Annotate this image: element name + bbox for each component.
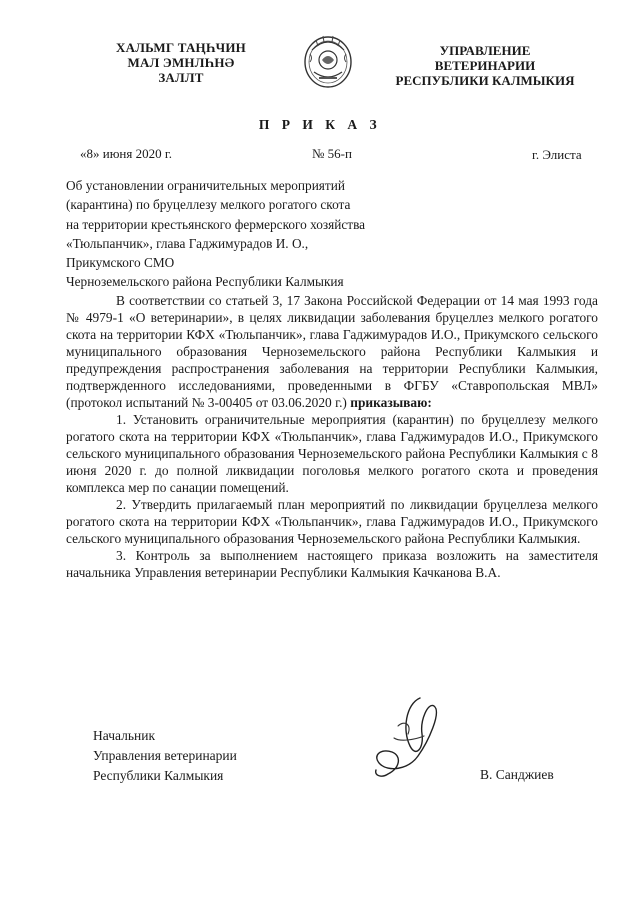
header-right-line: РЕСПУБЛИКИ КАЛМЫКИЯ (395, 73, 575, 88)
order-item: 1. Установить ограничительные мероприятия (карантин) по бруцеллезу мелкого рогатого скота на территории КФХ «Тюльпанчик», глава Гаджимурадов И.О., Прикумского сельского муниципального образования Черноземельского района Республики Калмыкия с 8 июня 2020 г. до полной ликвидации поголовья мелкого рогатого скота и проведения комплекса мер по санации помещений. (66, 412, 598, 495)
order-word: приказываю: (350, 395, 432, 410)
subject-line: на территории крестьянского фермерского хозяйства (66, 216, 366, 232)
subject-line: Прикумского СМО (66, 255, 175, 271)
intro-paragraph (66, 292, 598, 411)
document-city: г. Элиста (532, 147, 582, 162)
position-line: Республики Калмыкия (93, 768, 224, 783)
document-body (66, 292, 598, 581)
document-date: «8» июня 2020 г. (80, 146, 172, 161)
document-number: № 56-п (312, 146, 352, 161)
handwritten-signature (358, 690, 458, 785)
subject-line: Черноземельского района Республики Калмыкия (66, 274, 344, 290)
document-title: П Р И К А З (258, 117, 382, 132)
intro-text: В соответствии со статьей 3, 17 Закона Российской Федерации от 14 мая 1993 года № 4979-1 «О ветеринарии», в целях ликвидации заболевания бруцеллез мелкого рогатого скота на территории КФХ «Тюльпанчик», глава Гаджимурадов И.О., Прикумского сельского муниципального образования Черноземельского района Республики Калмыкия и предупреждения распространения заболевания на территории Республики Калмыкия, подтвержденного исследованиями, проведенными в ФГБУ «Ставропольская МВЛ» (протокол испытаний № 3-00405 от 03.06.2020 г.) (66, 293, 598, 410)
subject-line: (карантина) по бруцеллезу мелкого рогатого скота (66, 197, 351, 213)
header-left-line: МАЛ ЭМНЛҺНӘ (127, 55, 235, 70)
position-line: Начальник (93, 728, 156, 743)
coat-of-arms-icon (302, 32, 354, 90)
order-item: 2. Утвердить прилагаемый план мероприятий по ликвидации бруцеллеза мелкого рогатого скота на территории КФХ «Тюльпанчик», глава Гаджимурадов И.О., Прикумского сельского муниципального образования Черноземельского района Республики Калмыкия. (66, 497, 598, 546)
header-right-line: УПРАВЛЕНИЕ (439, 43, 531, 58)
order-item: 3. Контроль за выполнением настоящего приказа возложить на заместителя начальника Управления ветеринарии Республики Калмыкия Качканова В.А. (66, 548, 598, 580)
header-russian-title (390, 43, 580, 88)
header-left-line: ЗАЛЛТ (158, 70, 204, 85)
subject-line: Об установлении ограничительных мероприятий (66, 178, 345, 193)
subject-line: «Тюльпанчик», глава Гаджимурадов И. О., (66, 235, 309, 251)
signatory-name: В. Санджиев (480, 767, 554, 782)
header-right-line: ВЕТЕРИНАРИИ (434, 58, 536, 73)
document-subject (66, 176, 426, 292)
header-left-line: ХАЛЬМГ ТАҢҺЧИН (116, 40, 246, 55)
header-kalmyk-title (96, 40, 266, 85)
signatory-position (93, 726, 237, 786)
position-line: Управления ветеринарии (93, 748, 237, 763)
